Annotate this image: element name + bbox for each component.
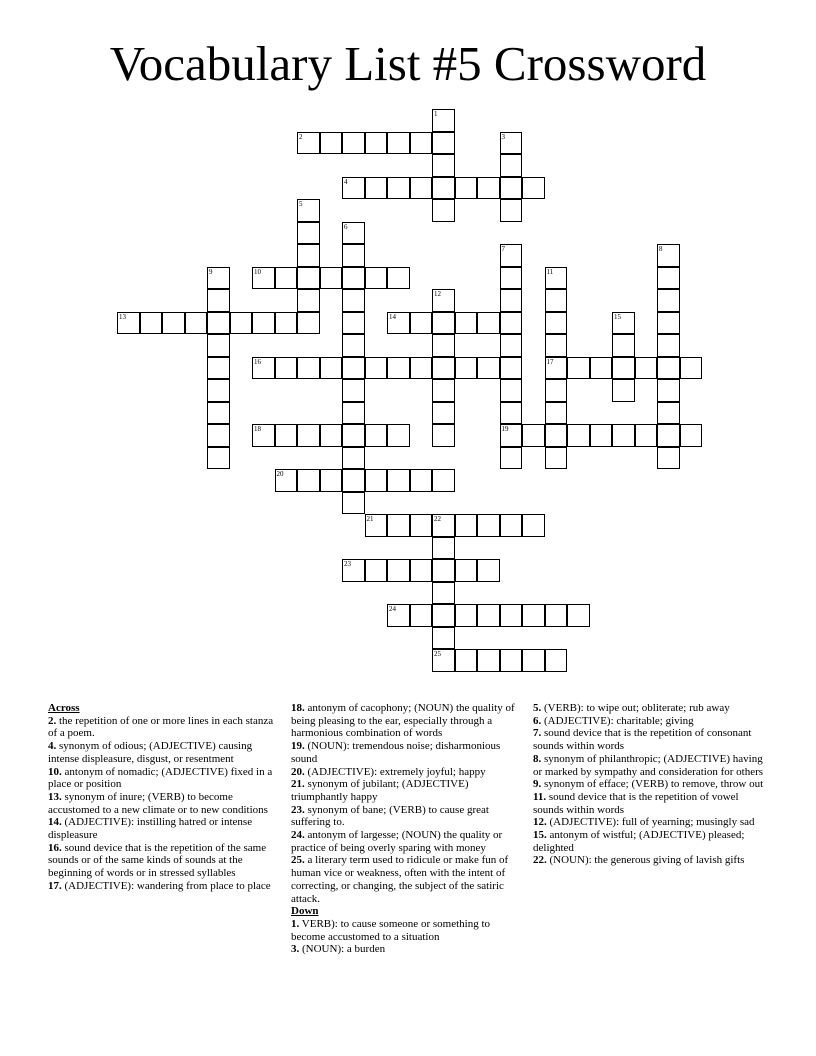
grid-cell[interactable] [162,312,185,335]
clue-text: (VERB): to wipe out; obliterate; rub away [541,702,730,714]
grid-cell[interactable] [207,289,230,312]
grid-cell[interactable] [365,559,388,582]
grid-cell[interactable] [432,559,455,582]
grid-cell[interactable] [500,267,523,290]
grid-cell[interactable] [545,424,568,447]
clue-text: (NOUN): a burden [299,943,386,956]
grid-cell[interactable] [297,222,320,245]
clue-number-label: 7 [501,245,505,253]
grid-cell[interactable] [500,154,523,177]
clue-number-label: 22 [434,515,441,523]
grid-cell[interactable] [657,289,680,312]
clue-number: 6. [533,714,542,727]
grid-cell[interactable] [657,379,680,402]
across-heading: Across [48,702,80,714]
clue-item [291,918,525,943]
clue-number: 12. [533,816,547,829]
clue-number: 16. [48,841,62,854]
grid-cell[interactable] [275,267,298,290]
clue-text: sound device that is the repetition of the same sounds or of the same kinds of sounds at the beginning of words or in stressed syllables [48,841,267,880]
grid-cell[interactable] [140,312,163,335]
grid-cell[interactable] [432,402,455,425]
grid-cell[interactable] [342,244,365,267]
grid-cell[interactable] [342,132,365,155]
clue-number-label: 23 [344,560,351,568]
grid-cell[interactable] [297,312,320,335]
grid-cell[interactable] [612,379,635,402]
grid-cell[interactable] [545,334,568,357]
grid-cell[interactable] [410,177,433,200]
clue-text: synonym of bane; (VERB) to cause great suffering to. [291,803,489,829]
grid-cell[interactable] [612,357,635,380]
clue-item [533,778,769,791]
clue-item [48,842,280,880]
grid-cell[interactable] [477,357,500,380]
clue-item [48,880,280,893]
grid-cell[interactable] [342,379,365,402]
clue-number-label: 17 [546,357,554,366]
grid-cell[interactable] [477,559,500,582]
clue-column-2 [291,702,525,956]
grid-cell[interactable] [477,312,500,335]
clue-text: a literary term used to ridicule or make fun of human vice or weakness, often with the intent of correcting, or changing, the subject of the satiric attack. [291,854,509,905]
grid-cell[interactable] [680,357,703,380]
clue-item [533,753,769,778]
grid-cell[interactable] [365,424,388,447]
grid-cell[interactable] [455,312,478,335]
clue-number: 7. [533,727,542,740]
grid-cell[interactable] [545,379,568,402]
clue-text: synonym of odious; (ADJECTIVE) causing intense displeasure, disgust, or resentment [48,740,253,765]
grid-cell[interactable] [455,559,478,582]
clue-number: 8. [533,752,542,765]
grid-cell[interactable] [342,289,365,312]
clue-item [533,854,769,867]
grid-cell[interactable] [410,312,433,335]
clue-number: 9. [533,778,542,791]
grid-cell[interactable] [432,604,455,627]
grid-cell[interactable] [567,424,590,447]
clue-item [48,816,280,841]
clue-text: antonym of largesse; (NOUN) the quality or practice of being overly sparing with money [291,829,503,854]
grid-cell[interactable] [500,357,523,380]
grid-cell[interactable] [342,312,365,335]
grid-cell[interactable] [500,289,523,312]
grid-cell[interactable] [320,267,343,290]
grid-cell[interactable] [477,177,500,200]
clue-column-1 [48,702,280,893]
grid-cell[interactable] [522,424,545,447]
clue-number-label: 2 [299,132,303,141]
grid-cell[interactable] [342,402,365,425]
grid-cell[interactable] [342,469,365,492]
clue-item [48,715,280,740]
clue-item [291,829,525,854]
clue-number: 11. [533,790,547,803]
clue-number-label: 20 [276,470,284,478]
clue-number: 17. [48,879,62,892]
clue-number: 14. [48,816,62,829]
clue-number-label: 5 [299,200,303,208]
clue-number: 25. [291,854,305,867]
clue-number: 19. [291,740,305,753]
grid-cell[interactable] [432,357,455,380]
grid-cell[interactable] [635,357,658,380]
grid-cell[interactable] [567,357,590,380]
clue-item [533,702,769,715]
grid-cell[interactable] [207,312,230,335]
clue-number: 22. [533,854,547,867]
grid-cell[interactable] [410,559,433,582]
grid-cell[interactable] [545,604,568,627]
grid-cell[interactable] [500,402,523,425]
grid-cell[interactable] [342,447,365,470]
clue-number-label: 13 [119,312,126,321]
clue-text: (NOUN): tremendous noise; disharmonious sound [291,740,501,765]
grid-cell[interactable] [387,424,410,447]
clue-item [533,715,769,728]
clue-text: (ADJECTIVE): extremely joyful; happy [304,765,486,778]
grid-cell[interactable] [522,177,545,200]
grid-cell[interactable] [342,357,365,380]
grid-cell[interactable] [275,312,298,335]
grid-cell[interactable] [410,357,433,380]
grid-cell[interactable] [500,514,523,537]
clue-number: 15. [533,829,547,842]
clue-number-label: 25 [434,650,441,658]
clue-text: (NOUN): the generous giving of lavish gifts [546,854,745,867]
clue-item [48,740,280,765]
grid-cell[interactable] [387,469,410,492]
clue-item [291,778,525,803]
clue-text: antonym of wistful; (ADJECTIVE) pleased; delighted [533,829,745,854]
clue-number: 10. [48,765,62,778]
grid-cell[interactable] [477,649,500,672]
clue-text: synonym of jubilant; (ADJECTIVE) triumphantly happy [291,778,469,803]
clue-number: 18. [291,702,305,714]
clue-number-label: 12 [434,290,441,298]
grid-cell[interactable] [432,582,455,605]
grid-cell[interactable] [545,447,568,470]
grid-cell[interactable] [275,424,298,447]
page-title: Vocabulary List #5 Crossword [109,36,707,91]
clue-number-label: 1 [434,110,438,118]
grid-cell[interactable] [500,604,523,627]
grid-cell[interactable] [500,334,523,357]
clue-number-label: 18 [254,425,261,433]
clue-text: sound device that is the repetition of vowel sounds within words [533,790,739,816]
clue-number-label: 11 [546,267,554,276]
grid-cell[interactable] [207,334,230,357]
down-heading: Down [291,905,319,918]
grid-cell[interactable] [477,604,500,627]
clue-number: 13. [48,790,62,803]
clue-number: 21. [291,778,305,791]
clue-text: (ADJECTIVE): wandering from place to place [61,879,271,892]
grid-cell[interactable] [297,469,320,492]
clue-text: the repetition of one or more lines in each stanza of a poem. [48,714,274,740]
grid-cell[interactable] [657,402,680,425]
grid-cell[interactable] [207,424,230,447]
grid-cell[interactable] [410,132,433,155]
clue-number-label: 19 [501,425,509,433]
grid-cell[interactable] [455,514,478,537]
grid-cell[interactable] [387,177,410,200]
clue-item [291,854,525,905]
grid-cell[interactable] [410,604,433,627]
clue-number: 20. [291,765,305,778]
clue-item [291,702,525,740]
grid-cell[interactable] [500,312,523,335]
grid-cell[interactable] [432,469,455,492]
grid-cell[interactable] [545,289,568,312]
grid-cell[interactable] [612,334,635,357]
clue-number: 23. [291,803,305,816]
grid-cell[interactable] [500,447,523,470]
clue-number-label: 6 [344,222,348,231]
grid-cell[interactable] [410,514,433,537]
grid-cell[interactable] [387,132,410,155]
grid-cell[interactable] [387,357,410,380]
grid-cell[interactable] [207,447,230,470]
grid-cell[interactable] [567,604,590,627]
grid-cell[interactable] [432,334,455,357]
grid-cell[interactable] [365,132,388,155]
clue-text: (ADJECTIVE): instilling hatred or intense displeasure [48,816,253,842]
clue-item [291,804,525,829]
grid-cell[interactable] [275,357,298,380]
grid-cell[interactable] [612,424,635,447]
grid-cell[interactable] [432,177,455,200]
grid-cell[interactable] [522,649,545,672]
grid-cell[interactable] [297,244,320,267]
grid-cell[interactable] [365,267,388,290]
grid-cell[interactable] [297,267,320,290]
grid-cell[interactable] [365,469,388,492]
clue-item [48,766,280,791]
clue-text: (ADJECTIVE): full of yearning; musingly sad [546,816,755,829]
grid-cell[interactable] [230,312,253,335]
grid-cell[interactable] [657,447,680,470]
grid-cell[interactable] [545,402,568,425]
grid-cell[interactable] [432,312,455,335]
clue-number-label: 10 [254,267,261,276]
grid-cell[interactable] [207,379,230,402]
clue-number: 2. [48,714,57,727]
clue-item [291,943,525,956]
grid-cell[interactable] [500,199,523,222]
clue-item [48,791,280,816]
grid-cell[interactable] [365,357,388,380]
grid-cell[interactable] [432,379,455,402]
clue-number-label: 4 [344,177,348,186]
grid-cell[interactable] [432,537,455,560]
grid-cell[interactable] [455,604,478,627]
grid-cell[interactable] [432,132,455,155]
clue-text: synonym of philanthropic; (ADJECTIVE) having or marked by sympathy and consideration for others [533,752,764,778]
grid-cell[interactable] [522,604,545,627]
clue-text: synonym of inure; (VERB) to become accustomed to a new climate or to new conditions [48,790,268,816]
clue-number: 1. [291,917,300,930]
clue-text: antonym of cacophony; (NOUN) the quality of being pleasing to the ear, especially through a harmonious combination of words [291,702,515,740]
grid-cell[interactable] [185,312,208,335]
grid-cell[interactable] [680,424,703,447]
clue-item [291,766,525,779]
grid-cell[interactable] [432,627,455,650]
clue-item [291,740,525,765]
grid-cell[interactable] [432,154,455,177]
grid-cell[interactable] [657,334,680,357]
grid-cell[interactable] [432,199,455,222]
grid-cell[interactable] [500,177,523,200]
clue-number-label: 24 [389,605,396,613]
grid-cell[interactable] [320,132,343,155]
grid-cell[interactable] [320,424,343,447]
clue-text: (ADJECTIVE): charitable; giving [541,714,694,727]
grid-cell[interactable] [387,559,410,582]
clue-item [533,816,769,829]
grid-cell[interactable] [657,424,680,447]
grid-cell[interactable] [342,267,365,290]
grid-cell[interactable] [252,312,275,335]
grid-cell[interactable] [297,357,320,380]
grid-cell[interactable] [657,267,680,290]
grid-cell[interactable] [297,424,320,447]
grid-cell[interactable] [297,289,320,312]
grid-cell[interactable] [207,402,230,425]
grid-cell[interactable] [500,379,523,402]
grid-cell[interactable] [342,424,365,447]
grid-cell[interactable] [545,312,568,335]
clue-number: 5. [533,702,542,714]
clue-item [533,727,769,752]
grid-cell[interactable] [455,649,478,672]
grid-cell[interactable] [410,469,433,492]
grid-cell[interactable] [342,334,365,357]
grid-cell[interactable] [545,649,568,672]
grid-cell[interactable] [387,514,410,537]
clue-text: antonym of nomadic; (ADJECTIVE) fixed in a place or position [48,765,273,791]
grid-cell[interactable] [657,357,680,380]
clue-text: synonym of efface; (VERB) to remove, throw out [541,778,764,791]
grid-cell[interactable] [477,514,500,537]
grid-cell[interactable] [657,312,680,335]
grid-cell[interactable] [590,357,613,380]
grid-cell[interactable] [387,267,410,290]
clue-number-label: 16 [254,357,261,366]
grid-cell[interactable] [320,357,343,380]
clue-number-label: 9 [209,267,213,276]
clue-number-label: 15 [614,312,621,321]
grid-cell[interactable] [522,514,545,537]
grid-cell[interactable] [342,492,365,515]
clue-text: sound device that is the repetition of consonant sounds within words [533,727,752,753]
clue-item [533,829,769,854]
clue-number: 24. [291,829,305,842]
grid-cell[interactable] [365,177,388,200]
clue-number: 4. [48,740,57,753]
grid-cell[interactable] [455,177,478,200]
clue-number-label: 21 [366,515,374,523]
clue-item [533,791,769,816]
clue-number-label: 8 [659,245,663,253]
grid-cell[interactable] [590,424,613,447]
clue-number-label: 3 [501,132,505,141]
clue-text: VERB): to cause someone or something to become accustomed to a situation [291,917,490,943]
clue-number: 3. [291,943,300,956]
grid-cell[interactable] [455,357,478,380]
clue-number-label: 14 [389,312,396,321]
grid-cell[interactable] [432,424,455,447]
grid-cell[interactable] [320,469,343,492]
grid-cell[interactable] [207,357,230,380]
clue-column-3 [533,702,769,867]
grid-cell[interactable] [500,649,523,672]
grid-cell[interactable] [635,424,658,447]
